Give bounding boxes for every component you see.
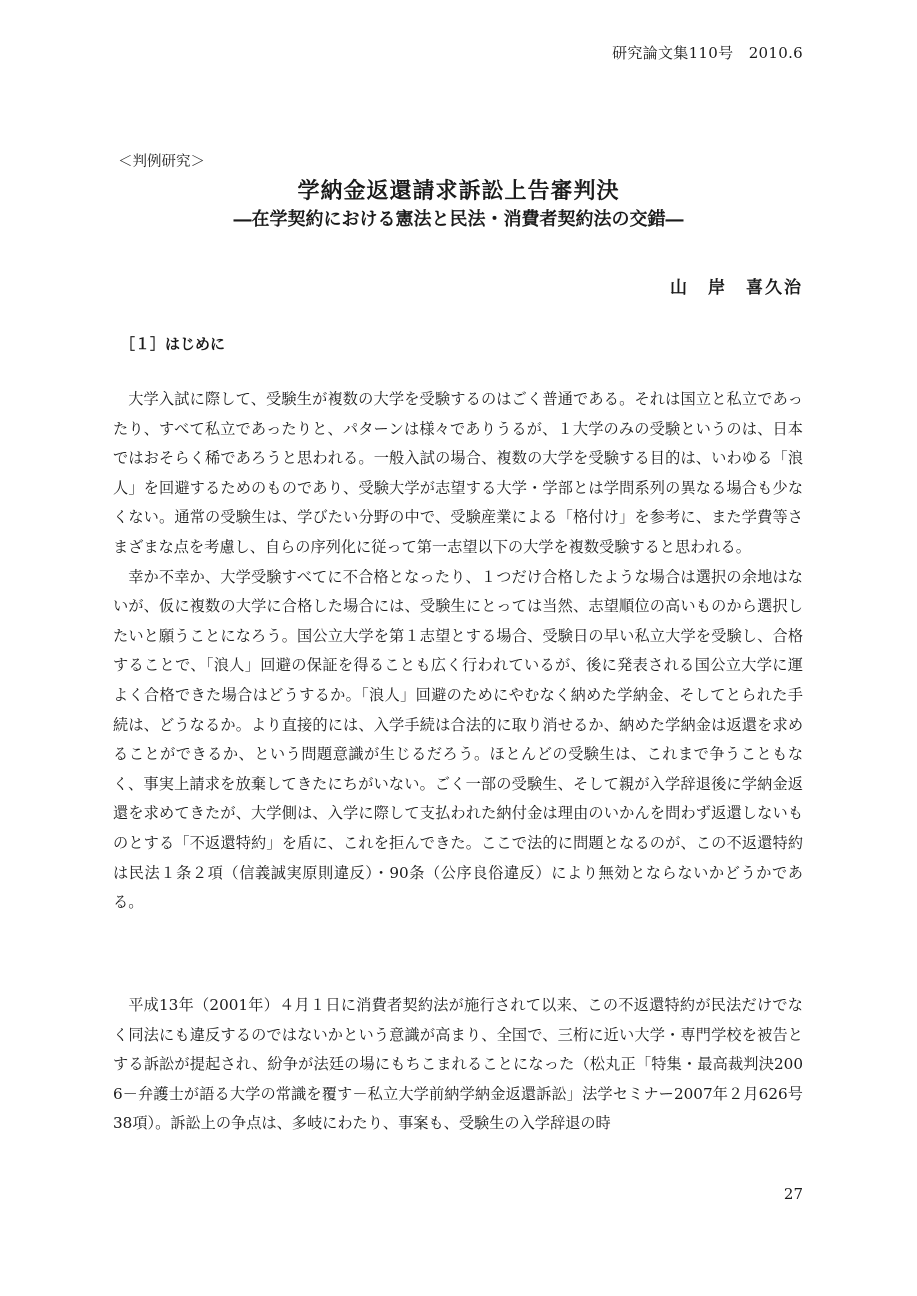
paragraph-2: 幸か不幸か、大学受験すべてに不合格となったり、１つだけ合格したような場合は選択の余地はないが、仮に複数の大学に合格した場合には、受験生にとっては当然、志望順位の高いものから選択したいと願うことになろう。国公立大学を第１志望とする場合、受験日の早い私立大学を受験し、合格することで、「浪人」回避の保証を得ることも広く行われているが、後に発表される国公立大学に運よく合格できた場合はどうするか。「浪人」回避のためにやむなく納めた学納金、そしてとられた手続は、どうなるか。より直接的には、入学手続は合法的に取り消せるか、納めた学納金は返還を求めることができるか、という問題意識が生じるだろう。ほとんどの受験生は、これまで争うこともなく、事実上請求を放棄してきたにちがいない。ごく一部の受験生、そして親が入学辞退後に学納金返還を求めてきたが、大学側は、入学に際して支払われた納付金は理由のいかんを問わず返還しないものとする「不返還特約」を盾に、これを拒んできた。ここで法的に問題となるのが、この不返還特約は民法１条２項（信義誠実原則違反）・90条（公序良俗違反）により無効とならないかどうかである。: [113, 567, 803, 912]
paragraph-1: 大学入試に際して、受験生が複数の大学を受験するのはごく普通である。それは国立と私立であったり、すべて私立であったりと、パターンは様々でありうるが、１大学のみの受験というのは、日本ではおそらく稀であろうと思われる。一般入試の場合、複数の大学を受験する目的は、いわゆる「浪人」を回避するためのものであり、受験大学が志望する大学・学部とは学問系列の異なる場合も少なくない。通常の受験生は、学びたい分野の中で、受験産業による「格付け」を参考に、また学費等さまざまな点を考慮し、自らの序列化に従って第一志望以下の大学を複数受験すると思われる。: [113, 390, 804, 556]
body-text-block-2: [113, 991, 803, 1139]
page-number: 27: [783, 1185, 803, 1203]
author-name: 山 岸 喜久治: [670, 278, 803, 298]
section-heading: ［１］はじめに: [120, 335, 226, 353]
body-text-block-1: [113, 385, 803, 918]
journal-header: 研究論文集110号 2010.6: [612, 44, 803, 62]
article-title: 学納金返還請求訴訟上告審判決: [297, 178, 620, 204]
paragraph-3: 平成13年（2001年）４月１日に消費者契約法が施行されて以来、この不返還特約が民法だけでなく同法にも違反するのではないかという意識が高まり、全国で、三桁に近い大学・専門学校を被告とする訴訟が提起され、紛争が法廷の場にもちこまれることになった（松丸正「特集・最高裁判決2006－弁護士が語る大学の常識を覆す－私立大学前納学納金返還訴訟」法学セミナー2007年２月626号38項）。訴訟上の争点は、多岐にわたり、事案も、受験生の入学辞退の時: [113, 996, 803, 1133]
article-subtitle: ―在学契約における憲法と民法・消費者契約法の交錯―: [233, 209, 684, 230]
section-tag: ＜判例研究＞: [118, 154, 205, 170]
